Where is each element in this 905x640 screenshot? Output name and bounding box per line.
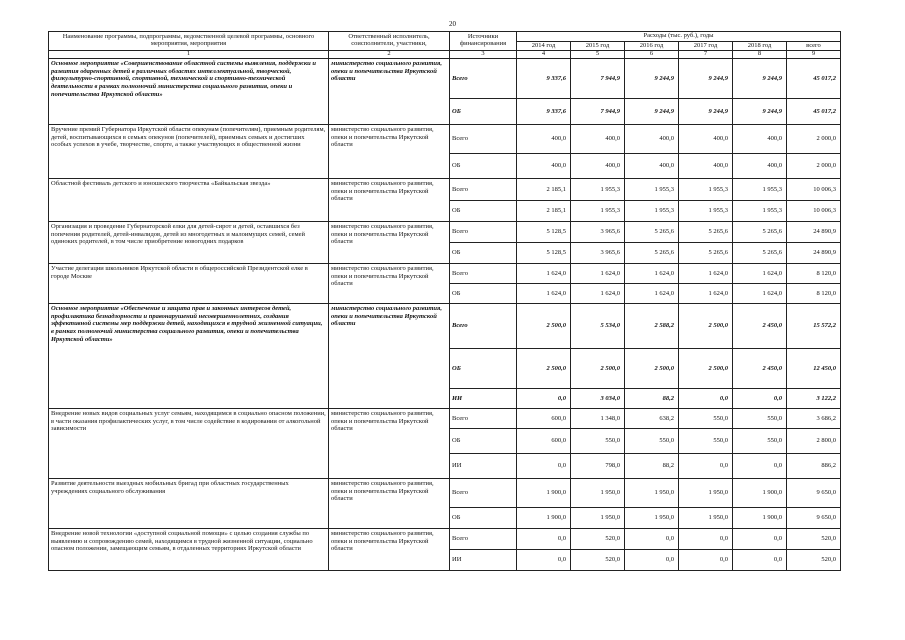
expense-value: 1 624,0 bbox=[625, 284, 679, 304]
expense-value: 5 534,0 bbox=[571, 304, 625, 349]
expense-total: 520,0 bbox=[787, 550, 841, 571]
table-row bbox=[49, 125, 841, 154]
header-column-index: 2 bbox=[329, 51, 450, 59]
expense-value: 5 265,6 bbox=[679, 243, 733, 264]
expense-value: 0,0 bbox=[679, 529, 733, 550]
expense-value: 5 265,6 bbox=[733, 243, 787, 264]
funding-source: Всего bbox=[450, 125, 517, 154]
funding-source: Всего bbox=[450, 59, 517, 99]
expense-value: 1 900,0 bbox=[733, 479, 787, 508]
table-row bbox=[49, 409, 841, 429]
expense-value: 5 128,5 bbox=[517, 243, 571, 264]
expense-value: 400,0 bbox=[625, 125, 679, 154]
header-name: Наименование программы, подпрограммы, ведомственной целевой программы, основного мероприятия, мероприятия bbox=[49, 32, 329, 51]
funding-source: Всего bbox=[450, 409, 517, 429]
budget-table bbox=[48, 31, 841, 571]
expense-value: 1 955,3 bbox=[733, 201, 787, 222]
expense-total: 2 800,0 bbox=[787, 429, 841, 454]
activity-name: Областной фестиваль детского и юношеского творчества «Байкальская звезда» bbox=[49, 179, 329, 222]
table-row bbox=[49, 479, 841, 508]
header-year: всего bbox=[787, 42, 841, 51]
expense-value: 2 450,0 bbox=[733, 304, 787, 349]
activity-name: Внедрение новых видов социальных услуг семьям, находящимся в социально опасном положении, в части оказания профилактических услуг, в том числе содействие в кодировании от алкогольной зависимости bbox=[49, 409, 329, 479]
expense-value: 550,0 bbox=[679, 409, 733, 429]
header-expenses: Расходы (тыс. руб.), годы bbox=[517, 32, 841, 42]
expense-value: 7 944,9 bbox=[571, 99, 625, 125]
expense-value: 1 950,0 bbox=[679, 508, 733, 529]
expense-total: 2 000,0 bbox=[787, 125, 841, 154]
expense-total: 9 650,0 bbox=[787, 508, 841, 529]
expense-value: 1 950,0 bbox=[571, 508, 625, 529]
expense-value: 1 624,0 bbox=[571, 264, 625, 284]
expense-total: 520,0 bbox=[787, 529, 841, 550]
expense-value: 5 265,6 bbox=[733, 222, 787, 243]
expense-value: 1 624,0 bbox=[625, 264, 679, 284]
responsible-executor: министерство социального развития, опеки и попечительства Иркутской области bbox=[329, 179, 450, 222]
expense-value: 1 900,0 bbox=[517, 508, 571, 529]
expense-value: 0,0 bbox=[625, 529, 679, 550]
expense-value: 3 965,6 bbox=[571, 222, 625, 243]
funding-source: Всего bbox=[450, 179, 517, 201]
responsible-executor: министерство социального развития, опеки и попечительства Иркутской области bbox=[329, 264, 450, 304]
expense-total: 10 006,3 bbox=[787, 179, 841, 201]
expense-value: 2 450,0 bbox=[733, 349, 787, 389]
expense-value: 2 500,0 bbox=[625, 349, 679, 389]
expense-total: 10 006,3 bbox=[787, 201, 841, 222]
expense-value: 9 244,9 bbox=[733, 99, 787, 125]
responsible-executor: министерство социального развития, опеки и попечительства Иркутской области bbox=[329, 529, 450, 571]
expense-total: 8 120,0 bbox=[787, 284, 841, 304]
expense-value: 88,2 bbox=[625, 454, 679, 479]
table-body bbox=[49, 59, 841, 571]
header-column-index: 6 bbox=[625, 51, 679, 59]
expense-value: 1 955,3 bbox=[679, 179, 733, 201]
funding-source: ИИ bbox=[450, 389, 517, 409]
expense-value: 1 348,0 bbox=[571, 409, 625, 429]
activity-name: Основное мероприятие «Совершенствование областной системы выявления, поддержки и развития одаренных детей в различных областях интеллектуальной, творческой, физкультурно-спортивной, спортивной, технической и спортивно-технической деятельности в рамках полномочий министерства социального развития, опеки и попечительства Иркутской области» bbox=[49, 59, 329, 125]
expense-value: 1 950,0 bbox=[625, 508, 679, 529]
table-row bbox=[49, 179, 841, 201]
expense-value: 1 955,3 bbox=[625, 201, 679, 222]
expense-value: 0,0 bbox=[733, 550, 787, 571]
page-number: 20 bbox=[449, 20, 456, 28]
funding-source: ИИ bbox=[450, 550, 517, 571]
expense-value: 1 955,3 bbox=[571, 201, 625, 222]
expense-value: 2 500,0 bbox=[679, 304, 733, 349]
expense-value: 400,0 bbox=[625, 154, 679, 179]
funding-source: ОБ bbox=[450, 349, 517, 389]
expense-value: 550,0 bbox=[625, 429, 679, 454]
funding-source: Всего bbox=[450, 222, 517, 243]
expense-total: 2 000,0 bbox=[787, 154, 841, 179]
expense-value: 400,0 bbox=[571, 154, 625, 179]
responsible-executor: министерство социального развития, опеки и попечительства Иркутской области bbox=[329, 222, 450, 264]
expense-value: 2 588,2 bbox=[625, 304, 679, 349]
expense-value: 2 500,0 bbox=[517, 349, 571, 389]
activity-name: Внедрение новой технологии «доступной социальной помощи» с целью создания службы по выявлению и сопровождению семей, находящимся в трудной жизненной ситуации, социально опасном положении, замещающим семьям, в отдаленных территориях Иркутской области bbox=[49, 529, 329, 571]
header-column-index: 5 bbox=[571, 51, 625, 59]
expense-total: 45 017,2 bbox=[787, 99, 841, 125]
header-executor: Ответственный исполнитель, соисполнители, участники, bbox=[329, 32, 450, 51]
expense-total: 24 890,9 bbox=[787, 222, 841, 243]
expense-value: 0,0 bbox=[733, 454, 787, 479]
expense-value: 550,0 bbox=[733, 409, 787, 429]
expense-value: 3 034,0 bbox=[571, 389, 625, 409]
expense-value: 400,0 bbox=[733, 154, 787, 179]
expense-total: 3 122,2 bbox=[787, 389, 841, 409]
expense-value: 0,0 bbox=[517, 454, 571, 479]
header-column-index: 4 bbox=[517, 51, 571, 59]
expense-value: 400,0 bbox=[733, 125, 787, 154]
funding-source: ОБ bbox=[450, 243, 517, 264]
funding-source: ИИ bbox=[450, 454, 517, 479]
activity-name: Организация и проведение Губернаторской елки для детей-сирот и детей, оставшихся без попечения родителей, детей-инвалидов, детей из многодетных и малоимущих семей, семей одиноких родителей, в том числе приобретение новогодних подарков bbox=[49, 222, 329, 264]
expense-value: 5 265,6 bbox=[679, 222, 733, 243]
expense-value: 400,0 bbox=[517, 125, 571, 154]
responsible-executor: министерство социального развития, опеки и попечительства Иркутской области bbox=[329, 125, 450, 179]
expense-value: 9 244,9 bbox=[733, 59, 787, 99]
header-column-index: 7 bbox=[679, 51, 733, 59]
expense-value: 2 185,1 bbox=[517, 201, 571, 222]
header-column-index: 8 bbox=[733, 51, 787, 59]
expense-total: 24 890,9 bbox=[787, 243, 841, 264]
expense-value: 520,0 bbox=[571, 550, 625, 571]
expense-value: 0,0 bbox=[679, 454, 733, 479]
header-column-index: 3 bbox=[450, 51, 517, 59]
expense-value: 0,0 bbox=[517, 389, 571, 409]
expense-value: 9 337,6 bbox=[517, 59, 571, 99]
responsible-executor: министерство социального развития, опеки и попечительства Иркутской области bbox=[329, 409, 450, 479]
funding-source: ОБ bbox=[450, 201, 517, 222]
expense-value: 550,0 bbox=[679, 429, 733, 454]
expense-value: 5 265,6 bbox=[625, 243, 679, 264]
funding-source: ОБ bbox=[450, 154, 517, 179]
expense-value: 0,0 bbox=[517, 529, 571, 550]
expense-value: 0,0 bbox=[679, 550, 733, 571]
activity-name: Развитие деятельности выездных мобильных бригад при областных государственных учреждениях социального обслуживания bbox=[49, 479, 329, 529]
header-column-index: 9 bbox=[787, 51, 841, 59]
expense-value: 0,0 bbox=[679, 389, 733, 409]
funding-source: ОБ bbox=[450, 99, 517, 125]
expense-total: 9 650,0 bbox=[787, 479, 841, 508]
expense-value: 2 185,1 bbox=[517, 179, 571, 201]
expense-value: 400,0 bbox=[517, 154, 571, 179]
expense-value: 400,0 bbox=[679, 125, 733, 154]
expense-value: 798,0 bbox=[571, 454, 625, 479]
table-header bbox=[49, 32, 841, 59]
expense-total: 15 572,2 bbox=[787, 304, 841, 349]
expense-value: 9 244,9 bbox=[679, 99, 733, 125]
expense-value: 638,2 bbox=[625, 409, 679, 429]
responsible-executor: министерство социального развития, опеки и попечительства Иркутской области bbox=[329, 304, 450, 409]
funding-source: ОБ bbox=[450, 508, 517, 529]
expense-value: 1 624,0 bbox=[679, 284, 733, 304]
expense-value: 9 337,6 bbox=[517, 99, 571, 125]
activity-name: Участие делегации школьников Иркутской области в общероссийской Президентской елке в городе Москве bbox=[49, 264, 329, 304]
expense-total: 45 017,2 bbox=[787, 59, 841, 99]
expense-value: 400,0 bbox=[679, 154, 733, 179]
expense-total: 3 686,2 bbox=[787, 409, 841, 429]
expense-value: 1 624,0 bbox=[733, 284, 787, 304]
expense-value: 9 244,9 bbox=[679, 59, 733, 99]
funding-source: Всего bbox=[450, 479, 517, 508]
expense-value: 0,0 bbox=[733, 529, 787, 550]
expense-total: 886,2 bbox=[787, 454, 841, 479]
activity-name: Вручение премий Губернатора Иркутской области опекунам (попечителям), приемным родителям, детей, воспитывающихся в семьях опекунов (попечителей), приемных семьях и достигших особых успехов в учебе, творчестве, спорте, а также участвующих в общественной жизни bbox=[49, 125, 329, 179]
expense-value: 9 244,9 bbox=[625, 59, 679, 99]
header-source: Источники финансирования bbox=[450, 32, 517, 51]
expense-total: 12 450,0 bbox=[787, 349, 841, 389]
expense-value: 1 950,0 bbox=[571, 479, 625, 508]
expense-value: 1 624,0 bbox=[679, 264, 733, 284]
expense-value: 1 900,0 bbox=[517, 479, 571, 508]
expense-value: 1 955,3 bbox=[571, 179, 625, 201]
header-year: 2014 год bbox=[517, 42, 571, 51]
expense-value: 7 944,9 bbox=[571, 59, 625, 99]
funding-source: ОБ bbox=[450, 284, 517, 304]
expense-value: 1 624,0 bbox=[517, 264, 571, 284]
expense-value: 1 955,3 bbox=[625, 179, 679, 201]
table-row bbox=[49, 529, 841, 550]
responsible-executor: министерство социального развития, опеки и попечительства Иркутской области bbox=[329, 59, 450, 125]
header-year: 2017 год bbox=[679, 42, 733, 51]
expense-value: 5 128,5 bbox=[517, 222, 571, 243]
activity-name: Основное мероприятие «Обеспечение и защита прав и законных интересов детей, профилактика безнадзорности и правонарушений несовершеннолетних, создания эффективной системы мер поддержки детей, находящихся в трудной жизненной ситуации, в рамках полномочий министерства социального развития, опеки и попечительства Иркутской области» bbox=[49, 304, 329, 409]
expense-value: 1 950,0 bbox=[679, 479, 733, 508]
expense-value: 0,0 bbox=[625, 550, 679, 571]
table-row bbox=[49, 304, 841, 349]
expense-value: 1 955,3 bbox=[679, 201, 733, 222]
table-row bbox=[49, 222, 841, 243]
header-year: 2015 год bbox=[571, 42, 625, 51]
expense-value: 88,2 bbox=[625, 389, 679, 409]
expense-value: 2 500,0 bbox=[571, 349, 625, 389]
responsible-executor: министерство социального развития, опеки и попечительства Иркутской области bbox=[329, 479, 450, 529]
funding-source: Всего bbox=[450, 529, 517, 550]
funding-source: Всего bbox=[450, 304, 517, 349]
expense-value: 2 500,0 bbox=[517, 304, 571, 349]
expense-value: 1 950,0 bbox=[625, 479, 679, 508]
expense-value: 550,0 bbox=[733, 429, 787, 454]
expense-total: 8 120,0 bbox=[787, 264, 841, 284]
expense-value: 0,0 bbox=[733, 389, 787, 409]
expense-value: 1 624,0 bbox=[733, 264, 787, 284]
expense-value: 550,0 bbox=[571, 429, 625, 454]
expense-value: 400,0 bbox=[571, 125, 625, 154]
expense-value: 0,0 bbox=[517, 550, 571, 571]
funding-source: Всего bbox=[450, 264, 517, 284]
expense-value: 3 965,6 bbox=[571, 243, 625, 264]
expense-value: 1 900,0 bbox=[733, 508, 787, 529]
expense-value: 2 500,0 bbox=[679, 349, 733, 389]
expense-value: 600,0 bbox=[517, 409, 571, 429]
expense-value: 5 265,6 bbox=[625, 222, 679, 243]
header-column-index: 1 bbox=[49, 51, 329, 59]
expense-value: 600,0 bbox=[517, 429, 571, 454]
funding-source: ОБ bbox=[450, 429, 517, 454]
expense-value: 520,0 bbox=[571, 529, 625, 550]
expense-value: 1 955,3 bbox=[733, 179, 787, 201]
header-year: 2018 год bbox=[733, 42, 787, 51]
expense-value: 9 244,9 bbox=[625, 99, 679, 125]
expense-value: 1 624,0 bbox=[571, 284, 625, 304]
header-year: 2016 год bbox=[625, 42, 679, 51]
expense-value: 1 624,0 bbox=[517, 284, 571, 304]
table-row bbox=[49, 59, 841, 99]
table-row bbox=[49, 264, 841, 284]
